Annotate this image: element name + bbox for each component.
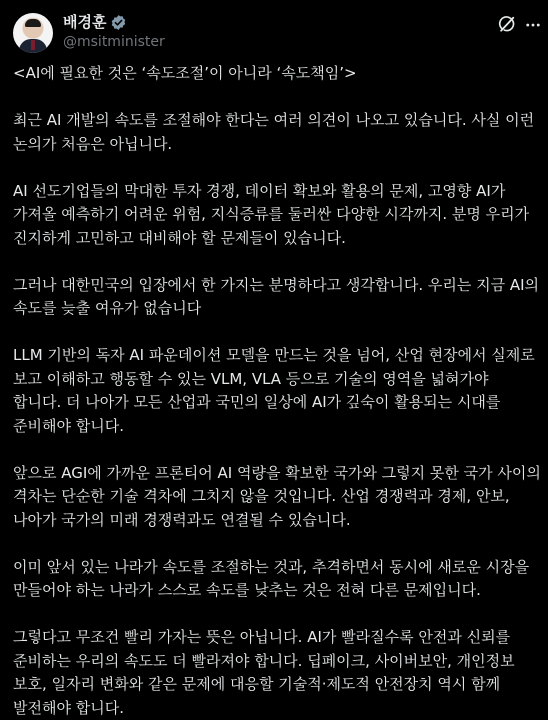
verified-badge-icon [110,14,127,31]
avatar[interactable] [13,13,53,53]
post-paragraph: 그렇다고 무조건 빨리 가자는 뜻은 아닙니다. AI가 빨라질수록 안전과 신뢰를 준비하는 우리의 속도도 더 빨라져야 합니다. 딥페이크, 사이버보안, 개인정보 보호, 일자리 변화와 같은 문제에 대응할 기술적·제도적 안전장치 역시 함께 발전해야 합니다. [13,628,515,717]
author-name-row[interactable] [63,13,127,31]
more-options-icon[interactable] [524,16,542,34]
post-paragraph: 그러나 대한민국의 입장에서 한 가지는 분명하다고 생각합니다. 우리는 지금 AI의 속도를 늦출 여유가 없습니다 [13,275,540,317]
author-display-name[interactable]: 배경훈 [63,13,107,31]
avatar-hair [25,19,41,27]
post-title: <AI에 필요한 것은 ‘속도조절’이 아니라 ‘속도책임’> [13,64,357,82]
post-paragraph: 앞으로 AGI에 가까운 프론티어 AI 역량을 확보한 국가와 그렇지 못한 국가 사이의 격차는 단순한 기술 격차에 그치지 않을 것입니다. 산업 경쟁력과 경제, 안보, 나아가 국가의 미래 경쟁력과도 연결될 수 있습니다. [13,463,541,529]
post-paragraph: 이미 앞서 있는 나라가 속도를 조절하는 것과, 추격하면서 동시에 새로운 시장을 만들어야 하는 나라가 스스로 속도를 낮추는 것은 전혀 다른 문제입니다. [13,557,530,599]
author-handle[interactable]: @msitminister [63,34,165,50]
avatar-tie [31,40,35,50]
post-paragraph: LLM 기반의 독자 AI 파운데이션 모델을 만드는 것을 넘어, 산업 현장에서 실제로 보고 이해하고 행동할 수 있는 VLM, VLA 등으로 기술의 영역을 넓혀가야 합니다. 더 나아가 모든 산업과 국민의 일상에 AI가 깊숙이 활용되는 시대를 준비해야 합니다. [13,346,535,435]
post-text [13,62,541,720]
grok-icon[interactable] [497,14,517,34]
post-header [0,0,548,64]
post-paragraph: 최근 AI 개발의 속도를 조절해야 한다는 여러 의견이 나오고 있습니다. 사실 이런 논의가 처음은 아닙니다. [13,111,535,153]
post-paragraph: AI 선도기업들의 막대한 투자 경쟁, 데이터 확보와 활용의 문제, 고영향 AI가 가져올 예측하기 어려운 위험, 지식증류를 둘러싼 다양한 시각까지. 분명 우리가 진지하게 고민하고 대비해야 할 문제들이 있습니다. [13,181,530,247]
